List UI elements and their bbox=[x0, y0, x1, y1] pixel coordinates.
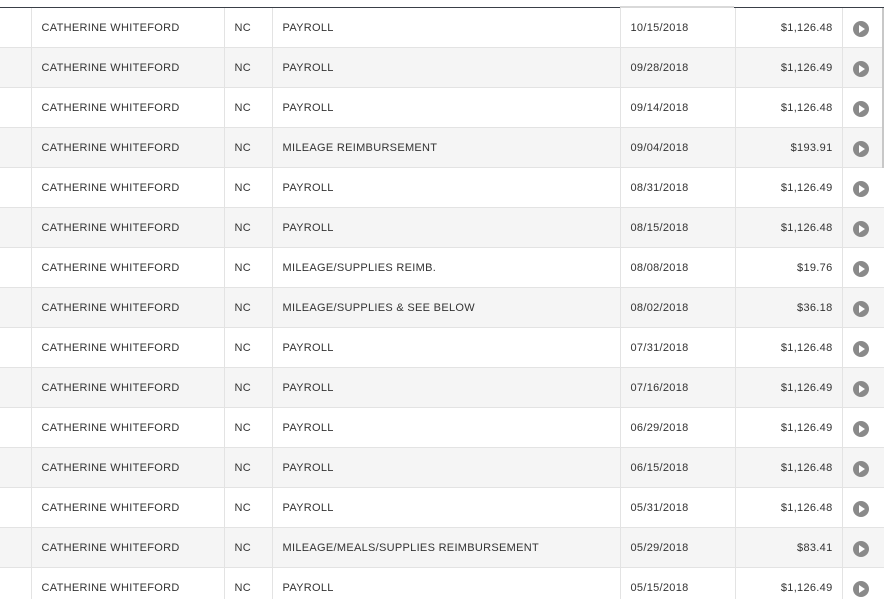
play-circle-icon[interactable] bbox=[853, 101, 869, 117]
table-row[interactable] bbox=[0, 568, 884, 599]
amount-cell: $1,126.49 bbox=[735, 408, 842, 448]
row-selector-cell bbox=[0, 48, 31, 88]
payee-name-cell: CATHERINE WHITEFORD bbox=[31, 368, 224, 408]
row-action-cell bbox=[842, 568, 884, 599]
row-action-cell bbox=[842, 448, 884, 488]
amount-cell: $1,126.49 bbox=[735, 568, 842, 599]
payee-name-cell: CATHERINE WHITEFORD bbox=[31, 408, 224, 448]
description-cell: PAYROLL bbox=[272, 168, 620, 208]
amount-cell: $19.76 bbox=[735, 248, 842, 288]
table-row[interactable] bbox=[0, 368, 884, 408]
payee-name-cell: CATHERINE WHITEFORD bbox=[31, 448, 224, 488]
table-row[interactable] bbox=[0, 168, 884, 208]
play-circle-icon[interactable] bbox=[853, 221, 869, 237]
date-cell: 08/31/2018 bbox=[620, 168, 735, 208]
payee-name-cell: CATHERINE WHITEFORD bbox=[31, 288, 224, 328]
state-cell: NC bbox=[224, 128, 272, 168]
row-selector-cell bbox=[0, 248, 31, 288]
play-circle-icon[interactable] bbox=[853, 461, 869, 477]
row-action-cell bbox=[842, 288, 884, 328]
description-cell: PAYROLL bbox=[272, 568, 620, 599]
play-circle-icon[interactable] bbox=[853, 501, 869, 517]
table-row[interactable] bbox=[0, 8, 884, 48]
row-selector-cell bbox=[0, 8, 31, 48]
amount-cell: $1,126.49 bbox=[735, 168, 842, 208]
play-circle-icon[interactable] bbox=[853, 261, 869, 277]
date-cell: 09/28/2018 bbox=[620, 48, 735, 88]
state-cell: NC bbox=[224, 248, 272, 288]
play-circle-icon[interactable] bbox=[853, 181, 869, 197]
state-cell: NC bbox=[224, 448, 272, 488]
date-cell: 09/04/2018 bbox=[620, 128, 735, 168]
amount-cell: $1,126.48 bbox=[735, 448, 842, 488]
row-selector-cell bbox=[0, 208, 31, 248]
row-action-cell bbox=[842, 328, 884, 368]
amount-cell: $83.41 bbox=[735, 528, 842, 568]
date-cell: 08/15/2018 bbox=[620, 208, 735, 248]
row-selector-cell bbox=[0, 168, 31, 208]
table-row[interactable] bbox=[0, 48, 884, 88]
table-row[interactable] bbox=[0, 88, 884, 128]
table-row[interactable] bbox=[0, 288, 884, 328]
amount-cell: $1,126.49 bbox=[735, 368, 842, 408]
table-row[interactable] bbox=[0, 448, 884, 488]
row-action-cell bbox=[842, 88, 884, 128]
state-cell: NC bbox=[224, 368, 272, 408]
row-selector-cell bbox=[0, 528, 31, 568]
amount-cell: $193.91 bbox=[735, 128, 842, 168]
date-cell: 06/29/2018 bbox=[620, 408, 735, 448]
payee-name-cell: CATHERINE WHITEFORD bbox=[31, 88, 224, 128]
date-cell: 10/15/2018 bbox=[620, 8, 735, 48]
state-cell: NC bbox=[224, 168, 272, 208]
payee-name-cell: CATHERINE WHITEFORD bbox=[31, 568, 224, 599]
row-selector-cell bbox=[0, 368, 31, 408]
row-selector-cell bbox=[0, 408, 31, 448]
table-row[interactable] bbox=[0, 208, 884, 248]
play-circle-icon[interactable] bbox=[853, 61, 869, 77]
play-circle-icon[interactable] bbox=[853, 301, 869, 317]
state-cell: NC bbox=[224, 288, 272, 328]
row-selector-cell bbox=[0, 328, 31, 368]
payee-name-cell: CATHERINE WHITEFORD bbox=[31, 488, 224, 528]
payee-name-cell: CATHERINE WHITEFORD bbox=[31, 248, 224, 288]
description-cell: PAYROLL bbox=[272, 8, 620, 48]
row-selector-cell bbox=[0, 88, 31, 128]
payee-name-cell: CATHERINE WHITEFORD bbox=[31, 8, 224, 48]
row-selector-cell bbox=[0, 448, 31, 488]
description-cell: PAYROLL bbox=[272, 208, 620, 248]
row-action-cell bbox=[842, 48, 884, 88]
description-cell: MILEAGE/SUPPLIES & SEE BELOW bbox=[272, 288, 620, 328]
date-cell: 07/31/2018 bbox=[620, 328, 735, 368]
description-cell: PAYROLL bbox=[272, 408, 620, 448]
row-action-cell bbox=[842, 488, 884, 528]
date-cell: 05/29/2018 bbox=[620, 528, 735, 568]
description-cell: PAYROLL bbox=[272, 48, 620, 88]
state-cell: NC bbox=[224, 568, 272, 599]
play-circle-icon[interactable] bbox=[853, 421, 869, 437]
description-cell: PAYROLL bbox=[272, 448, 620, 488]
table-row[interactable] bbox=[0, 488, 884, 528]
row-action-cell bbox=[842, 8, 884, 48]
state-cell: NC bbox=[224, 88, 272, 128]
description-cell: PAYROLL bbox=[272, 88, 620, 128]
date-cell: 08/08/2018 bbox=[620, 248, 735, 288]
state-cell: NC bbox=[224, 208, 272, 248]
payee-name-cell: CATHERINE WHITEFORD bbox=[31, 168, 224, 208]
row-action-cell bbox=[842, 128, 884, 168]
play-circle-icon[interactable] bbox=[853, 381, 869, 397]
row-action-cell bbox=[842, 528, 884, 568]
payee-name-cell: CATHERINE WHITEFORD bbox=[31, 48, 224, 88]
date-cell: 08/02/2018 bbox=[620, 288, 735, 328]
play-circle-icon[interactable] bbox=[853, 341, 869, 357]
description-cell: PAYROLL bbox=[272, 328, 620, 368]
date-cell: 09/14/2018 bbox=[620, 88, 735, 128]
amount-cell: $1,126.48 bbox=[735, 208, 842, 248]
row-action-cell bbox=[842, 368, 884, 408]
date-cell: 05/31/2018 bbox=[620, 488, 735, 528]
description-cell: PAYROLL bbox=[272, 368, 620, 408]
description-cell: MILEAGE/SUPPLIES REIMB. bbox=[272, 248, 620, 288]
description-cell: MILEAGE REIMBURSEMENT bbox=[272, 128, 620, 168]
payee-name-cell: CATHERINE WHITEFORD bbox=[31, 208, 224, 248]
payee-name-cell: CATHERINE WHITEFORD bbox=[31, 128, 224, 168]
amount-cell: $1,126.48 bbox=[735, 88, 842, 128]
table-row[interactable] bbox=[0, 528, 884, 568]
state-cell: NC bbox=[224, 8, 272, 48]
expenditures-table bbox=[0, 8, 884, 599]
payee-name-cell: CATHERINE WHITEFORD bbox=[31, 328, 224, 368]
table-body bbox=[0, 8, 884, 599]
play-circle-icon[interactable] bbox=[853, 141, 869, 157]
amount-cell: $1,126.48 bbox=[735, 8, 842, 48]
amount-cell: $1,126.49 bbox=[735, 48, 842, 88]
row-selector-cell bbox=[0, 568, 31, 599]
row-action-cell bbox=[842, 408, 884, 448]
amount-cell: $1,126.48 bbox=[735, 488, 842, 528]
description-cell: PAYROLL bbox=[272, 488, 620, 528]
state-cell: NC bbox=[224, 528, 272, 568]
play-circle-icon[interactable] bbox=[853, 541, 869, 557]
row-selector-cell bbox=[0, 128, 31, 168]
date-cell: 06/15/2018 bbox=[620, 448, 735, 488]
table-row[interactable] bbox=[0, 248, 884, 288]
amount-cell: $36.18 bbox=[735, 288, 842, 328]
play-circle-icon[interactable] bbox=[853, 21, 869, 37]
date-cell: 05/15/2018 bbox=[620, 568, 735, 599]
state-cell: NC bbox=[224, 328, 272, 368]
description-cell: MILEAGE/MEALS/SUPPLIES REIMBURSEMENT bbox=[272, 528, 620, 568]
date-cell: 07/16/2018 bbox=[620, 368, 735, 408]
row-action-cell bbox=[842, 248, 884, 288]
state-cell: NC bbox=[224, 408, 272, 448]
table-row[interactable] bbox=[0, 328, 884, 368]
table-row[interactable] bbox=[0, 408, 884, 448]
row-selector-cell bbox=[0, 288, 31, 328]
table-row[interactable] bbox=[0, 128, 884, 168]
amount-cell: $1,126.48 bbox=[735, 328, 842, 368]
row-selector-cell bbox=[0, 488, 31, 528]
state-cell: NC bbox=[224, 488, 272, 528]
row-action-cell bbox=[842, 208, 884, 248]
payee-name-cell: CATHERINE WHITEFORD bbox=[31, 528, 224, 568]
row-action-cell bbox=[842, 168, 884, 208]
play-circle-icon[interactable] bbox=[853, 581, 869, 597]
state-cell: NC bbox=[224, 48, 272, 88]
